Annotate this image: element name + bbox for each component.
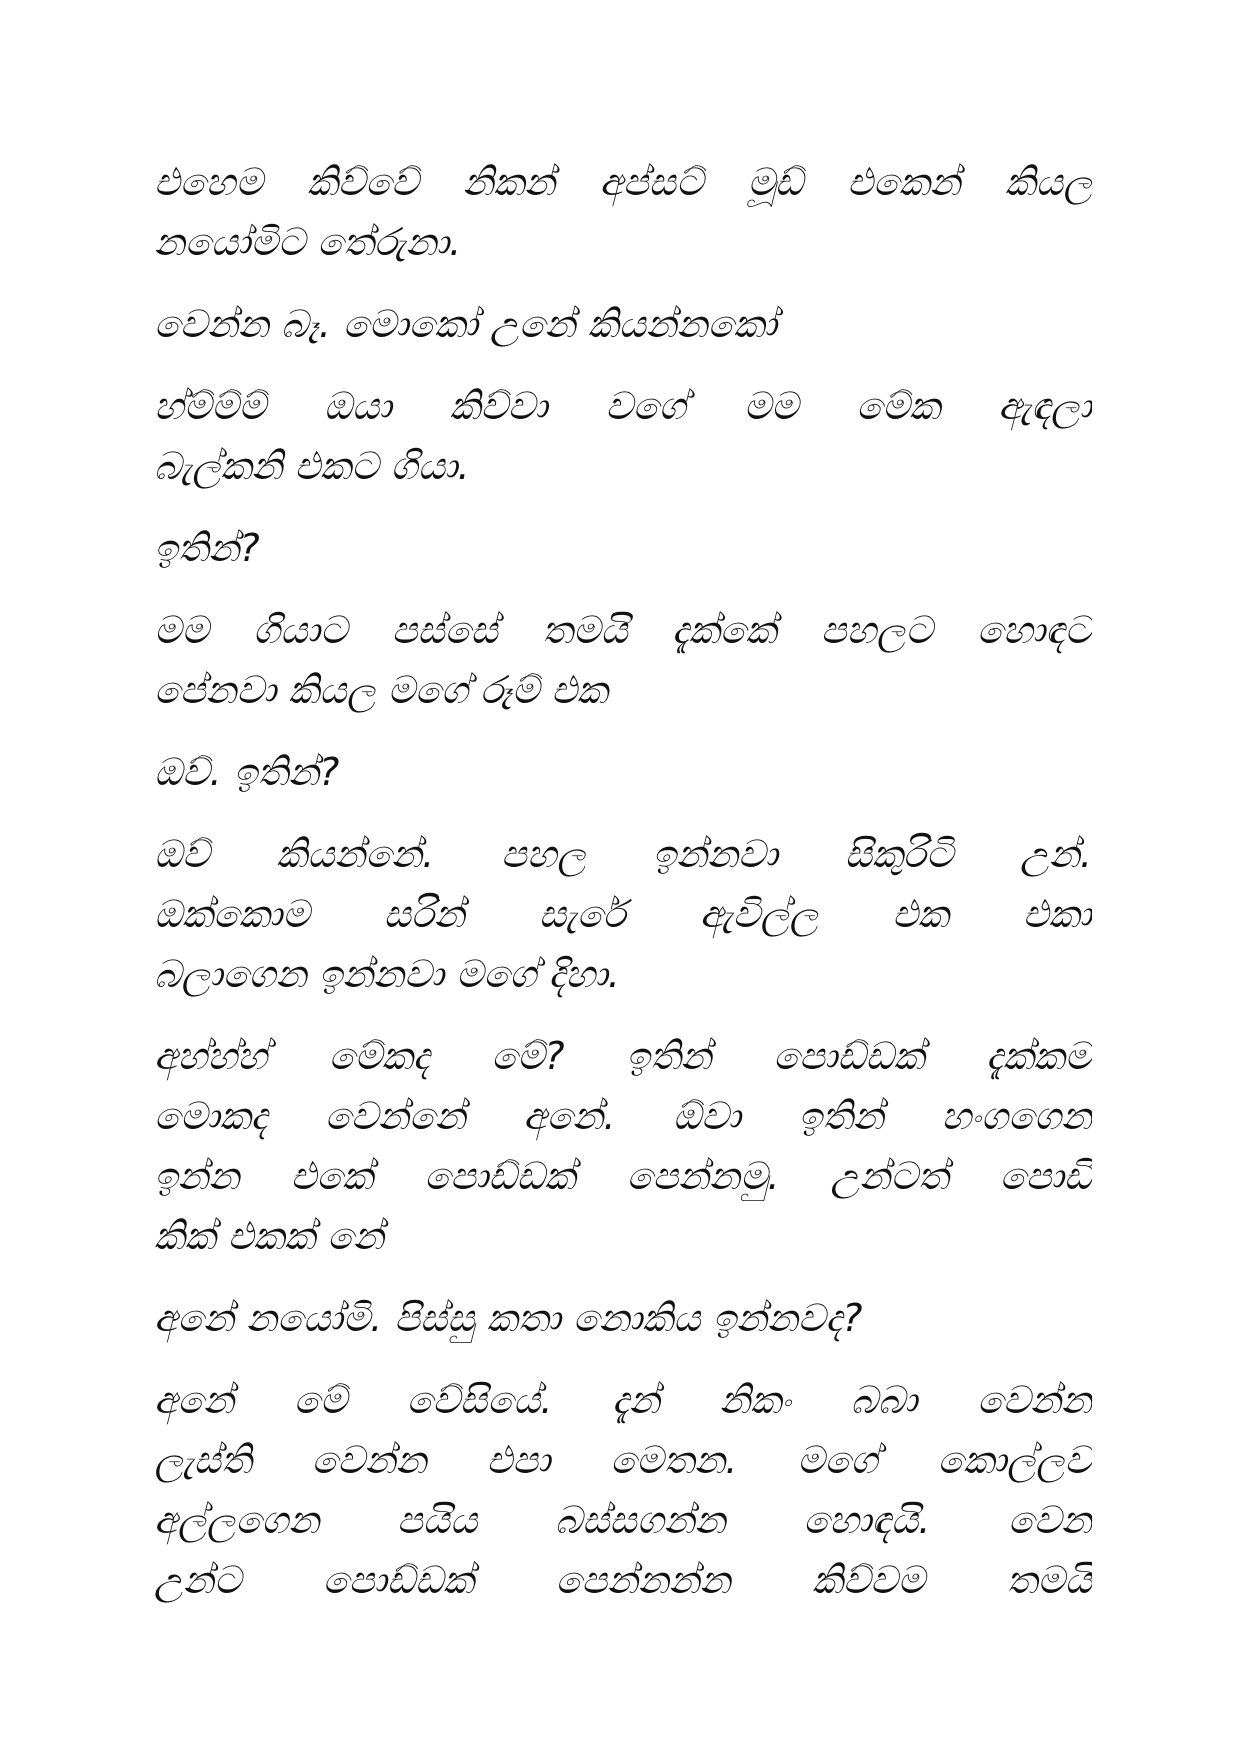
paragraph-line: නයෝමිට තේරුනා.: [154, 220, 462, 264]
paragraph-line: අල්ලගෙන පයිය බස්සගන්න හොඳයි. වෙන: [154, 1498, 1092, 1542]
paragraph-10: [154, 1370, 1092, 1610]
paragraph-line: බැල්කනි එකට ගියා.: [154, 444, 470, 488]
paragraph-7: [154, 824, 1092, 1004]
paragraph-line: උන්ට පොඩ්ඩක් පෙන්නන්න කිව්වම තමයි: [154, 1558, 1092, 1602]
paragraph-line: මොකද වෙන්නේ අනේ. ඕවා ඉතින් හංගගෙන: [154, 1094, 1092, 1138]
paragraph-line: ඔව් කියන්නේ. පහල ඉන්නවා සිකුරිටි උන්.: [154, 832, 1092, 876]
paragraph-8: [154, 1026, 1092, 1266]
paragraph-line: ඉතින්?: [154, 526, 260, 570]
paragraph-line: ඉන්න එකේ පොඩ්ඩක් පෙන්නමු. උන්ටත් පොඩි: [154, 1154, 1092, 1198]
paragraph-3: [154, 376, 1092, 496]
paragraph-line: අහ්හ්හ් මේකද මේ? ඉතින් පොඩ්ඩක් දැක්කම: [154, 1034, 1092, 1078]
paragraph-6: [154, 742, 1092, 802]
paragraph-line: පේනවා කියල මගේ රූම් එක: [154, 668, 608, 712]
paragraph-line: එහෙම කිව්වේ නිකන් අප්සට් මූඩ් එකෙන් කියල: [154, 160, 1092, 204]
paragraph-line: මම ගියාට පස්සේ තමයි දැක්කේ පහලට හොඳට: [154, 608, 1092, 652]
paragraph-5: [154, 600, 1092, 720]
paragraph-line: ඔක්කොම සරින් සැරේ ඇවිල්ල එක එකා: [154, 892, 1092, 936]
paragraph-line: බලාගෙන ඉන්නවා මගේ දිහා.: [154, 952, 620, 996]
paragraph-line: වෙන්න බෑ. මොකෝ උනේ කියන්නකෝ: [154, 302, 777, 346]
paragraph-line: හ්ම්ම්ම් ඔයා කිව්වා වගේ මම මේක ඇඳලා: [154, 384, 1092, 428]
paragraph-line: අනේ නයෝමි. පිස්සු කතා නොකිය ඉන්නවද?: [154, 1296, 863, 1340]
paragraph-2: [154, 294, 1092, 354]
paragraph-1: [154, 152, 1092, 272]
paragraph-line: අනේ මේ වේසියේ. දැන් නිකං බබා වෙන්න: [154, 1378, 1092, 1422]
paragraph-line: ලැස්ති වෙන්න එපා මෙතන. මගේ කොල්ලව: [154, 1438, 1092, 1482]
document-page: [154, 152, 1092, 1632]
paragraph-line: කික් එකක් නේ: [154, 1214, 385, 1258]
paragraph-9: [154, 1288, 1092, 1348]
paragraph-line: ඔව්. ඉතින්?: [154, 750, 340, 794]
paragraph-4: [154, 518, 1092, 578]
